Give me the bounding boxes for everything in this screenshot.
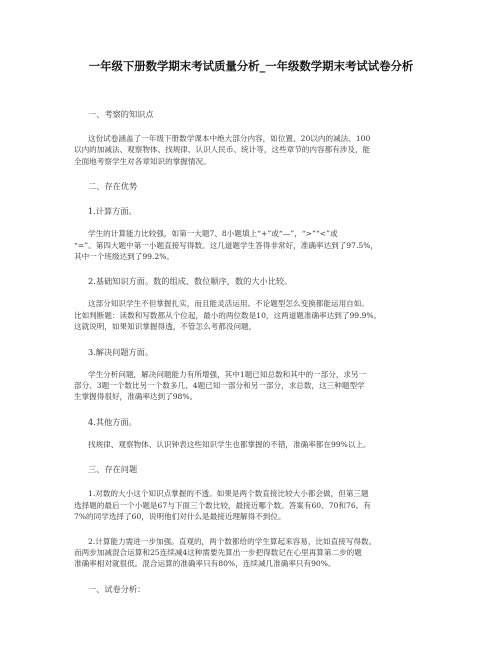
paragraph-line: 生掌握得很好，准确率达到了98%。 — [74, 392, 198, 402]
paragraph-line: 找规律、观察物体、认识钟表这些知识学生也都掌握的不错，准确率都在99%以上。 — [88, 439, 371, 449]
paragraph — [74, 439, 452, 450]
paragraph-line: 以内的加减法、观察物体、找规律、认识人民币、统计等，这些章节的内容都有涉及，能 — [74, 145, 371, 155]
section-heading: 一、试卷分析： — [88, 583, 146, 594]
paragraph — [74, 228, 452, 262]
paragraph-line: 2.计算能力需进一步加强。直观的，两个数都给的学生算起来容易，比如直接写得数。 — [88, 536, 377, 546]
section-heading: 三、存在问题 — [88, 464, 138, 475]
paragraph-line: 部分、3题一个数比另一个数多几、4题已知一部分和另一部分，求总数，这三种题型学 — [74, 381, 365, 391]
paragraph-line: 这就说明，如果知识掌握得透，不管怎么考都没问题。 — [74, 322, 257, 332]
paragraph-line: 而两步加减混合运算和25连续减4这种需要先算出一步把得数记在心里再算第二步的题 — [74, 547, 362, 557]
paragraph-line: 其中一个班级达到了99.2%。 — [74, 252, 175, 262]
item-title: 1.计算方面。 — [88, 206, 137, 217]
paragraph-line: 这份试卷涵盖了一年级下册数学课本中绝大部分内容，如位置、20以内的减法、100 — [88, 134, 371, 143]
item-title: 3.解决问题方面。 — [88, 346, 154, 357]
paragraph — [74, 488, 452, 522]
paragraph-line: 学生的计算能力比较强，如第一大题7、8小题填上“+”或“—”，“>”“<”或 — [88, 229, 338, 239]
section-heading: 一、考察的知识点 — [88, 109, 154, 119]
paragraph-line: 学生分析问题，解决问题能力有所增强，其中1题已知总数和其中的一部分，求另一 — [88, 369, 367, 379]
paragraph-line: 选择题的最后一个小题是67与下面三个数比较，最接近哪个数。答案有60、70和76。有 — [74, 500, 371, 510]
paragraph-line: “=”。第四大题中第一小题直接写得数。这几道题学生答得非常好，准确率达到了97.5%， — [74, 240, 379, 250]
item-title: 2.基础知识方面。数的组成、数位顺序，数的大小比较。 — [88, 276, 293, 287]
paragraph-line: 这部分知识学生不但掌握扎实，而且能灵活运用。不论题型怎么变换都能运用自如。 — [88, 299, 369, 309]
paragraph-line: 1.对数的大小这个知识点掌握的不透。如果是两个数直接比较大小都会做，但第三题 — [88, 489, 369, 499]
paragraph-line: 7%的同学选择了60，说明他们对什么是最接近理解得不到位。 — [74, 512, 286, 522]
paragraph — [74, 536, 452, 570]
paragraph — [74, 298, 452, 332]
paragraph-line: 比如判断题：读数和写数都从个位起，最小的两位数是10，这两道题准确率达到了99.9%。 — [74, 310, 382, 320]
paragraph-line: 全面地考察学生对各章知识的掌握情况。 — [74, 156, 211, 166]
paragraph-line: 准确率相对就很低。混合运算的准确率只有80%，连续减几准确率只有90%。 — [74, 559, 336, 569]
section-heading: 二、存在优势 — [88, 181, 138, 192]
paragraph — [74, 133, 452, 167]
item-title: 4.其他方面。 — [88, 416, 137, 427]
document-title: 一年级下册数学期末考试质量分析_一年级数学期末考试试卷分析 — [88, 59, 414, 73]
paragraph — [74, 369, 452, 403]
